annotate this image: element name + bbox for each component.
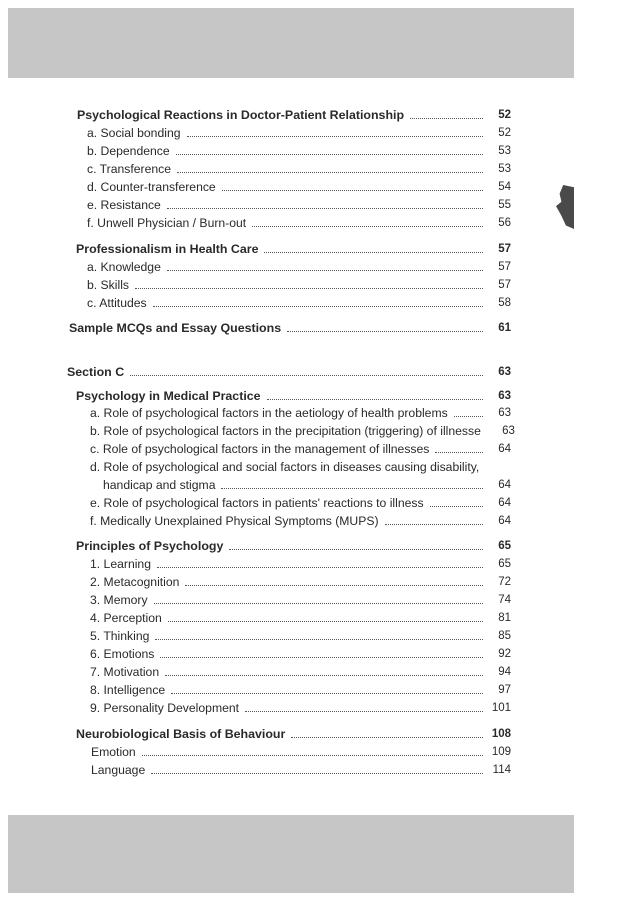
toc-entry-9-page-number: 57 [498, 261, 511, 273]
toc-entry-10-page-number: 57 [498, 279, 511, 291]
toc-entry-18-page-number: 64 [498, 479, 511, 491]
toc-entry-2-page-number: 52 [498, 127, 511, 139]
toc-entry-12-page-number: 61 [498, 322, 511, 334]
toc-entry-30 [90, 700, 511, 716]
toc-entry-22-page-number: 65 [498, 558, 511, 570]
toc-entry-12-title: Sample MCQs and Essay Questions [69, 321, 282, 335]
toc-entry-1 [77, 107, 511, 123]
toc-entry-10-leader-dots [135, 288, 483, 289]
toc-entry-8-page-number: 57 [498, 243, 511, 255]
toc-entry-3-title: b. Dependence [87, 144, 170, 158]
toc-entry-17-title: c. Role of psychological factors in the management of illnesses [90, 442, 430, 456]
toc-entry-13-leader-dots [130, 375, 483, 376]
toc-entry-16 [90, 423, 515, 439]
toc-entry-11 [87, 295, 511, 311]
toc-entry-4-title: c. Transference [87, 162, 171, 176]
toc-entry-21-title: Principles of Psychology [76, 539, 224, 553]
toc-entry-22-title: 1. Learning [90, 557, 151, 571]
toc-entry-28-title: 7. Motivation [90, 665, 160, 679]
toc-entry-10 [87, 277, 511, 293]
toc-entry-32-page-number: 109 [491, 746, 511, 758]
toc-entry-13 [67, 364, 511, 380]
toc-entry-11-page-number: 58 [498, 297, 511, 309]
toc-entry-2-title: a. Social bonding [87, 126, 181, 140]
toc-entry-33-leader-dots [151, 773, 483, 774]
toc-entry-11-title: c. Attitudes [87, 296, 147, 310]
toc-entry-15-leader-dots [454, 416, 483, 417]
toc-entry-33-title: Language [91, 763, 146, 777]
toc-entry-3 [87, 143, 511, 159]
toc-entry-17-page-number: 64 [498, 443, 511, 455]
toc-entry-5-page-number: 54 [498, 181, 511, 193]
toc-entry-15 [90, 405, 511, 421]
toc-entry-14-title: Psychology in Medical Practice [76, 389, 261, 403]
toc-entry-4-page-number: 53 [498, 163, 511, 175]
toc-entry-24-leader-dots [154, 603, 483, 604]
toc-entry-22 [90, 556, 511, 572]
toc-entry-6-title: e. Resistance [87, 198, 161, 212]
toc-entry-14-page-number: 63 [498, 390, 511, 402]
toc-entry-23-page-number: 72 [498, 576, 511, 588]
toc-entry-23-title: 2. Metacognition [90, 575, 180, 589]
toc-entry-26-title: 5. Thinking [90, 629, 150, 643]
toc-entry-8-leader-dots [264, 252, 483, 253]
toc-entry-27-page-number: 92 [498, 648, 511, 660]
toc-entry-11-leader-dots [153, 306, 483, 307]
toc-entry-24 [90, 592, 511, 608]
toc-entry-1-leader-dots [410, 118, 483, 119]
toc-entry-9 [87, 259, 511, 275]
toc-entry-18-leader-dots [221, 488, 483, 489]
toc-entry-1-page-number: 52 [498, 109, 511, 121]
toc-entry-12 [69, 320, 511, 336]
toc-entry-4-leader-dots [177, 172, 483, 173]
toc-entry-26-leader-dots [155, 639, 483, 640]
toc-entry-31-page-number: 108 [491, 728, 511, 740]
toc-entry-31 [76, 726, 511, 742]
toc-entry-7 [87, 215, 511, 231]
toc-entry-16-page-number: 63 [502, 425, 515, 437]
toc-entry-25-page-number: 81 [498, 612, 511, 624]
toc-entry-28 [90, 664, 511, 680]
toc-entry-29-leader-dots [171, 693, 483, 694]
toc-entry-16-title: b. Role of psychological factors in the precipitation (triggering) of illnesse [90, 424, 481, 438]
toc-entry-31-leader-dots [291, 737, 483, 738]
toc-entry-30-title: 9. Personality Development [90, 701, 240, 715]
toc-entry-30-page-number: 101 [491, 702, 511, 714]
toc-entry-9-title: a. Knowledge [87, 260, 161, 274]
toc-entry-19-leader-dots [430, 506, 483, 507]
toc-entry-32-leader-dots [142, 755, 483, 756]
toc-entry-14-leader-dots [267, 399, 483, 400]
toc-entry-19-title: e. Role of psychological factors in patients' reactions to illness [90, 496, 424, 510]
toc-entry-30-leader-dots [245, 711, 483, 712]
toc-entry-23-leader-dots [185, 585, 483, 586]
toc-entry-8-title: Professionalism in Health Care [76, 242, 259, 256]
toc-entry-7-title: f. Unwell Physician / Burn-out [87, 216, 247, 230]
toc-entry-28-page-number: 94 [498, 666, 511, 678]
toc-entry-29-page-number: 97 [498, 684, 511, 696]
toc-entry-31-title: Neurobiological Basis of Behaviour [76, 727, 286, 741]
toc-entry-33 [91, 762, 511, 778]
toc-entry-9-leader-dots [167, 270, 483, 271]
toc-entry-26-page-number: 85 [498, 630, 511, 642]
toc-entry-21-page-number: 65 [498, 540, 511, 552]
toc-entry-25-leader-dots [168, 621, 483, 622]
toc-entry-32-title: Emotion [91, 745, 136, 759]
toc-entry-27-title: 6. Emotions [90, 647, 155, 661]
toc-entry-24-title: 3. Memory [90, 593, 148, 607]
toc-entry-25 [90, 610, 511, 626]
toc-entry-32 [91, 744, 511, 760]
toc-entry-6 [87, 197, 511, 213]
toc-entry-19-page-number: 64 [498, 497, 511, 509]
toc-entry-23 [90, 574, 511, 590]
toc-entry-7-leader-dots [252, 226, 483, 227]
toc-entry-28-leader-dots [165, 675, 483, 676]
toc-entry-6-page-number: 55 [498, 199, 511, 211]
toc-entry-25-title: 4. Perception [90, 611, 162, 625]
toc-entry-20-title: f. Medically Unexplained Physical Symptoms (MUPS) [90, 514, 379, 528]
toc-entry-4 [87, 161, 511, 177]
toc-entry-10-title: b. Skills [87, 278, 129, 292]
toc-entry-17 [90, 441, 511, 457]
toc-entry-24-page-number: 74 [498, 594, 511, 606]
toc-entry-12-leader-dots [287, 331, 483, 332]
toc-entry-6-leader-dots [167, 208, 483, 209]
toc-entry-2 [87, 125, 511, 141]
toc-entry-1-title: Psychological Reactions in Doctor-Patient Relationship [77, 108, 405, 122]
toc-entry-3-page-number: 53 [498, 145, 511, 157]
toc-entry-27 [90, 646, 511, 662]
toc-entry-15-title: a. Role of psychological factors in the aetiology of health problems [90, 406, 448, 420]
toc-entry-22-leader-dots [157, 567, 483, 568]
toc-entry-27-leader-dots [160, 657, 483, 658]
toc-entry-15-page-number: 63 [498, 407, 511, 419]
toc-entry-19 [90, 495, 511, 511]
toc-entry-26 [90, 628, 511, 644]
toc-entry-20-leader-dots [385, 524, 483, 525]
toc-entry-21-leader-dots [229, 549, 483, 550]
toc-entry-18-continuation: handicap and stigma [103, 478, 216, 492]
toc-entry-20 [90, 513, 511, 529]
toc-entry-29-title: 8. Intelligence [90, 683, 166, 697]
toc-entry-33-page-number: 114 [492, 764, 511, 776]
toc-entry-5 [87, 179, 511, 195]
toc-entry-18 [103, 477, 511, 493]
toc-entry-21 [76, 538, 511, 554]
toc-entry-7-page-number: 56 [498, 217, 511, 229]
toc-entry-13-title: Section C [67, 365, 125, 379]
toc-entry-20-page-number: 64 [498, 515, 511, 527]
toc-entry-5-title: d. Counter-transference [87, 180, 216, 194]
toc-entry-2-leader-dots [187, 136, 483, 137]
toc-entry-29 [90, 682, 511, 698]
toc-entry-5-leader-dots [222, 190, 483, 191]
toc-entry-13-page-number: 63 [498, 366, 511, 378]
toc-entry-8 [76, 241, 511, 257]
toc-entry-3-leader-dots [176, 154, 483, 155]
toc-entry-18-title: d. Role of psychological and social factors in diseases causing disability, [90, 460, 480, 474]
toc-entry-17-leader-dots [435, 452, 483, 453]
toc-entry-14 [76, 388, 511, 404]
